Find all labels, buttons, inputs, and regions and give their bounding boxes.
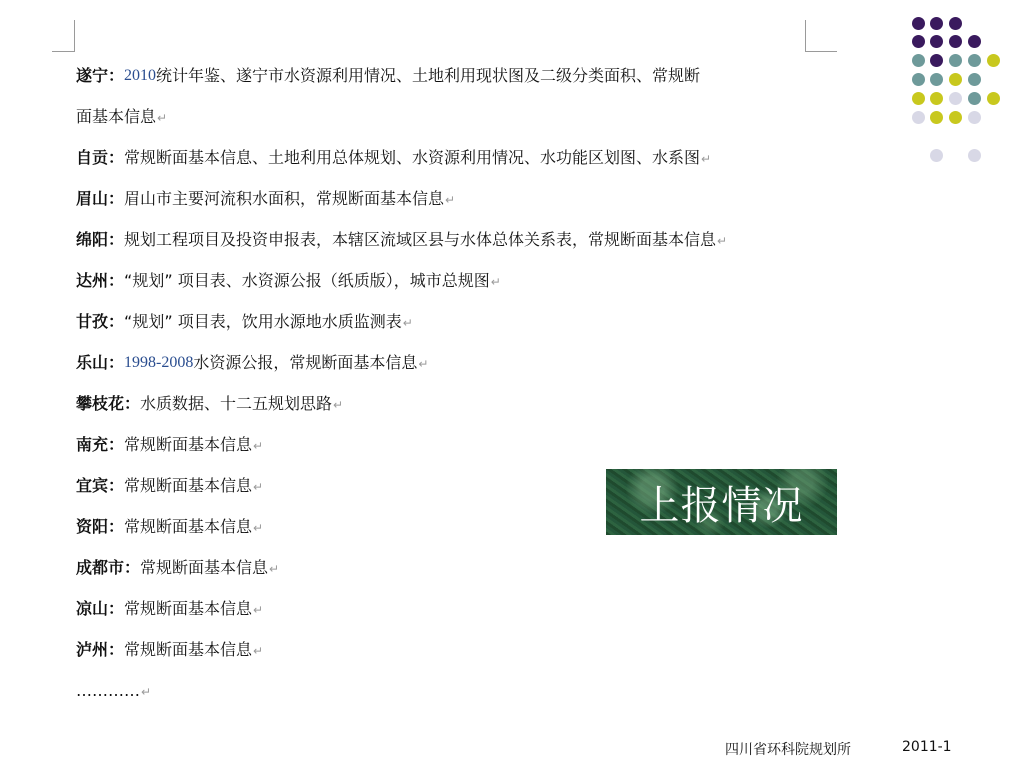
city-colon: ： bbox=[108, 353, 125, 372]
paragraph-mark: ↵ bbox=[253, 644, 264, 658]
paragraph-mark: ↵ bbox=[418, 357, 429, 371]
paragraph-mark: ↵ bbox=[269, 562, 280, 576]
paragraph-mark: ↵ bbox=[141, 685, 152, 699]
city-colon: ： bbox=[124, 558, 141, 577]
decorative-dot bbox=[930, 111, 943, 124]
report-line bbox=[76, 62, 836, 103]
city-colon: ： bbox=[108, 435, 125, 454]
city-colon: ： bbox=[108, 640, 125, 659]
city-name: 甘孜 bbox=[76, 312, 109, 331]
city-name: 泸州 bbox=[76, 640, 109, 659]
report-line bbox=[76, 349, 836, 390]
decorative-dot bbox=[930, 73, 943, 86]
decorative-dot bbox=[912, 17, 925, 30]
city-colon: ： bbox=[108, 230, 125, 249]
report-text: 常规断面基本信息 bbox=[124, 599, 253, 618]
city-name: 攀枝花 bbox=[76, 394, 125, 413]
report-text: 面基本信息 bbox=[76, 107, 157, 126]
decorative-dot bbox=[949, 111, 962, 124]
paragraph-mark: ↵ bbox=[157, 111, 168, 125]
decorative-dot bbox=[912, 111, 925, 124]
report-text: 常规断面基本信息 bbox=[124, 517, 253, 536]
city-colon: ： bbox=[108, 148, 125, 167]
report-text: 水资源公报，常规断面基本信息 bbox=[193, 353, 418, 372]
decorative-dot bbox=[968, 149, 981, 162]
city-colon: ： bbox=[108, 271, 125, 290]
city-name: 资阳 bbox=[76, 517, 109, 536]
paragraph-mark: ↵ bbox=[402, 316, 413, 330]
report-line bbox=[76, 185, 836, 226]
decorative-dot bbox=[912, 35, 925, 48]
decorative-dot bbox=[930, 35, 943, 48]
city-colon: ： bbox=[108, 312, 125, 331]
report-text: 统计年鉴、遂宁市水资源利用情况、土地利用现状图及二级分类面积、常规断 bbox=[156, 66, 701, 85]
crop-mark-top-left-vertical bbox=[74, 20, 75, 52]
report-line bbox=[76, 103, 836, 144]
paragraph-mark: ↵ bbox=[490, 275, 501, 289]
decorative-dot bbox=[968, 111, 981, 124]
report-text: “规划” 项目表、水资源公报（纸质版），城市总规图 bbox=[124, 271, 490, 290]
decorative-dot bbox=[912, 54, 925, 67]
city-name: 乐山 bbox=[76, 353, 109, 372]
decorative-dot bbox=[930, 92, 943, 105]
year-number: 1998-2008 bbox=[124, 354, 194, 371]
city-name: 绵阳 bbox=[76, 230, 109, 249]
paragraph-mark: ↵ bbox=[253, 603, 264, 617]
report-line bbox=[76, 226, 836, 267]
report-line bbox=[76, 390, 836, 431]
paragraph-mark: ↵ bbox=[445, 193, 456, 207]
crop-mark-top-right-vertical bbox=[805, 20, 806, 52]
city-colon: ： bbox=[108, 476, 125, 495]
slide-footer bbox=[0, 739, 1024, 759]
decorative-dot bbox=[968, 35, 981, 48]
city-name: 自贡 bbox=[76, 148, 109, 167]
report-list bbox=[76, 62, 836, 718]
city-colon: ： bbox=[108, 517, 125, 536]
city-name: 成都市 bbox=[76, 558, 125, 577]
decorative-dot bbox=[930, 149, 943, 162]
report-text: ………… bbox=[76, 681, 140, 700]
report-text: “规划” 项目表，饮用水源地水质监测表 bbox=[124, 312, 402, 331]
city-colon: ： bbox=[108, 189, 125, 208]
decorative-dot bbox=[912, 92, 925, 105]
paragraph-mark: ↵ bbox=[253, 439, 264, 453]
report-line bbox=[76, 677, 836, 718]
report-text: 常规断面基本信息、土地利用总体规划、水资源利用情况、水功能区划图、水系图 bbox=[124, 148, 701, 167]
decorative-dot bbox=[949, 73, 962, 86]
decorative-dot bbox=[912, 73, 925, 86]
report-line bbox=[76, 431, 836, 472]
paragraph-mark: ↵ bbox=[701, 152, 712, 166]
paragraph-mark: ↵ bbox=[253, 480, 264, 494]
report-text: 眉山市主要河流积水面积，常规断面基本信息 bbox=[124, 189, 445, 208]
city-name: 达州 bbox=[76, 271, 109, 290]
decorative-dot bbox=[968, 73, 981, 86]
crop-mark-top-right-horizontal bbox=[805, 51, 837, 52]
paragraph-mark: ↵ bbox=[717, 234, 728, 248]
paragraph-mark: ↵ bbox=[253, 521, 264, 535]
city-colon: ： bbox=[108, 599, 125, 618]
decorative-dot bbox=[987, 92, 1000, 105]
city-name: 遂宁 bbox=[76, 66, 109, 85]
decorative-dot bbox=[968, 92, 981, 105]
paragraph-mark: ↵ bbox=[333, 398, 344, 412]
decorative-dot bbox=[949, 54, 962, 67]
city-colon: ： bbox=[108, 66, 125, 85]
city-name: 南充 bbox=[76, 435, 109, 454]
section-title: 上报情况 bbox=[639, 482, 804, 529]
city-colon: ： bbox=[124, 394, 141, 413]
decorative-dot bbox=[930, 17, 943, 30]
decorative-dot bbox=[949, 35, 962, 48]
report-line bbox=[76, 308, 836, 349]
crop-mark-top-left-horizontal bbox=[52, 51, 75, 52]
decorative-dot bbox=[968, 54, 981, 67]
report-line bbox=[76, 267, 836, 308]
city-name: 宜宾 bbox=[76, 476, 109, 495]
report-text: 常规断面基本信息 bbox=[140, 558, 269, 577]
report-line bbox=[76, 595, 836, 636]
year-number: 2010 bbox=[124, 67, 157, 84]
report-line bbox=[76, 554, 836, 595]
decorative-dot bbox=[930, 54, 943, 67]
decorative-dot bbox=[949, 17, 962, 30]
report-text: 常规断面基本信息 bbox=[124, 640, 253, 659]
decorative-dot bbox=[949, 92, 962, 105]
report-text: 常规断面基本信息 bbox=[124, 476, 253, 495]
city-name: 眉山 bbox=[76, 189, 109, 208]
section-title-badge bbox=[606, 469, 837, 535]
report-line bbox=[76, 636, 836, 677]
footer-organization: 四川省环科院规划所 bbox=[725, 742, 851, 758]
report-line bbox=[76, 144, 836, 185]
footer-date: 2011-1 bbox=[902, 739, 952, 755]
decorative-dot bbox=[987, 54, 1000, 67]
report-text: 规划工程项目及投资申报表，本辖区流域区县与水体总体关系表，常规断面基本信息 bbox=[124, 230, 717, 249]
city-name: 凉山 bbox=[76, 599, 109, 618]
report-text: 常规断面基本信息 bbox=[124, 435, 253, 454]
report-text: 水质数据、十二五规划思路 bbox=[140, 394, 333, 413]
